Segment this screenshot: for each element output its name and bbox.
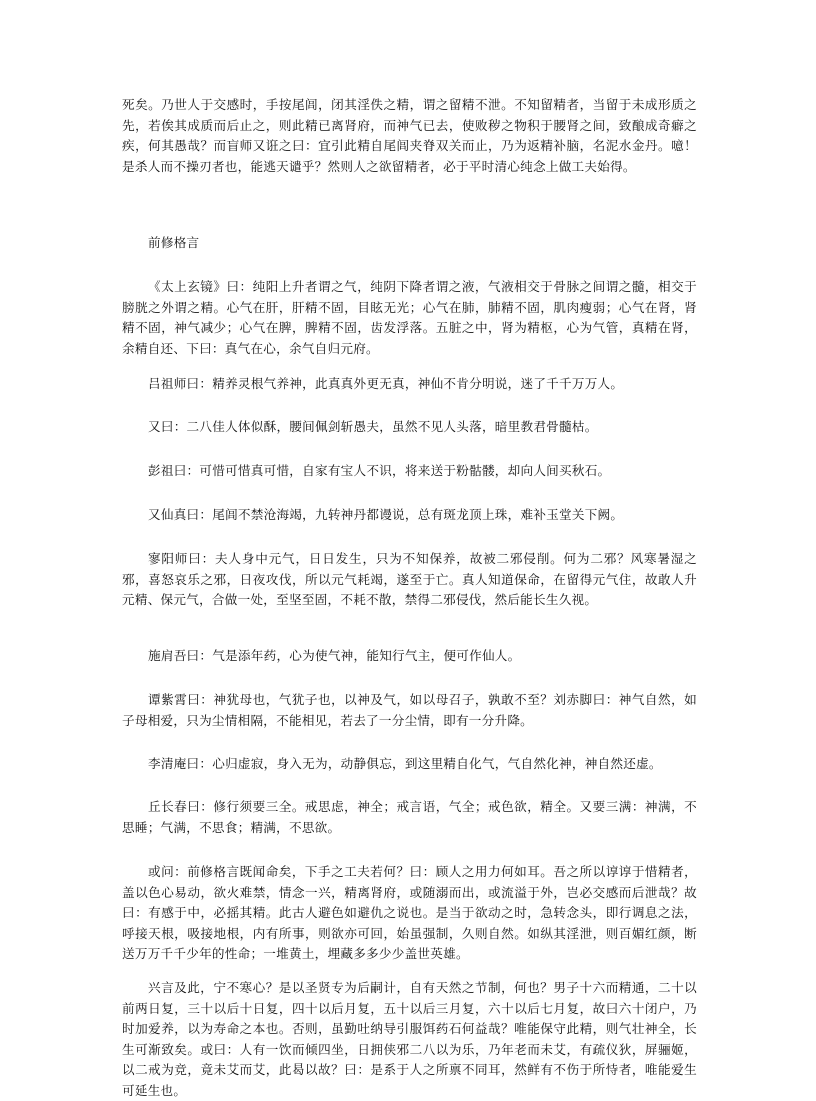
paragraph-taishang-xuanjing: 《太上玄镜》曰：纯阳上升者谓之气，纯阴下降者谓之液，气液相交于骨脉之间谓之髓，相交于膀胱之外谓之精。心气在肝，肝精不固，目眩无光；心气在肺，肺精不固，肌肉瘦弱；心气在肾，肾精不固，神气减少；心气在脾，脾精不固，齿发浮落。五脏之中，肾为精枢，心为气管，真精在肾，余精自还、下曰：真气在心，余气自归元府。 xyxy=(122,279,697,356)
paragraph-lvzu: 吕祖师曰：精养灵根气养神，此真真外更无真，神仙不肯分明说，迷了千千万万人。 xyxy=(148,376,624,391)
paragraph-you-yue: 又曰：二八佳人体似酥，腰间佩剑斩愚夫，虽然不见人头落，暗里教君骨髓枯。 xyxy=(148,419,598,434)
paragraph-shi-jianwu: 施肩吾曰：气是添年药，心为使气神，能知行气主，便可作仙人。 xyxy=(148,648,521,663)
paragraph-qiu-changchun: 丘长春曰：修行须要三全。戒思虑，神全；戒言语，气全；戒色欲，精全。又要三满：神满，不思睡；气满，不思食；精满，不思欲。 xyxy=(122,799,697,835)
paragraph-tan-zixiao: 谭紫霄曰：神犹母也，气犹子也，以神及气，如以母召子，孰敢不至？刘赤脚曰：神气自然，如子母相爱，只为尘情相隔，不能相见，若去了一分尘情，即有一分升降。 xyxy=(122,692,697,728)
paragraph-liaoyang: 寥阳师曰：夫人身中元气，日日发生，只为不知保养，故被二邪侵削。何为二邪？风寒暑湿之邪，喜怒哀乐之邪，日夜攻伐，所以元气耗竭，遂至于亡。真人知道保命，在留得元气住，故敢人升元精、保元气，合做一处，至坚至固，不耗不散，禁得二邪侵伐，然后能长生久视。 xyxy=(122,551,697,607)
section-heading: 前修格言 xyxy=(148,235,200,250)
paragraph-intro: 死矣。乃世人于交感时，手按尾闾，闭其淫佚之精，谓之留精不泄。不知留精者，当留于未成形质之先，若俟其成质而后止之，则此精已离肾府，而神气已去，使败秽之物积于腰肾之间，致酿成奇癖之疾，何其愚哉？而盲师又诳之曰：宜引此精自尾闾夹脊双关而止，乃为返精补脑，名泥水金丹。噫！是杀人而不操刃者也，能逃天谴乎？然则人之欲留精者，必于平时清心纯念上做工夫始得。 xyxy=(122,97,697,174)
paragraph-li-qingan: 李清庵曰：心归虚寂，身入无为，动静俱忘，到这里精自化气，气自然化神，神自然还虚。 xyxy=(148,756,662,771)
paragraph-xianzhen: 又仙真曰：尾闾不禁沧海竭，九转神丹都谩说，总有斑龙顶上珠，难补玉堂关下阙。 xyxy=(148,507,624,522)
paragraph-huo-wen: 或问：前修格言既闻命矣，下手之工夫若何？曰：顾人之用力何如耳。吾之所以谆谆于惜精者，盖以色心易动，欲火难禁，情念一兴，精离肾府，或随溺而出，或流溢于外，岂必交感而后泄哉？故曰：有感于中，必摇其精。此古人避色如避仇之说也。是当于欲动之时，急转念头，即行调息之法，呼接天根，吸接地根，内有所事，则欲亦可回，始虽强制，久则自然。如纵其淫泄，则百媚红颜，断送万万千千少年的性命；一堆黄土，埋藏多多少少盖世英雄。 xyxy=(122,864,697,961)
paragraph-xing-yan: 兴言及此，宁不寒心？是以圣贤专为后嗣计，自有天然之节制，何也？男子十六而精通，二十以前两日复，三十以后十日复，四十以后月复，五十以后三月复，六十以后七月复，故曰六十闭户，乃时加爱养，以为寿命之本也。否则，虽勤吐纳导引服饵药石何益哉？唯能保守此精，则气壮神全，长生可渐致矣。或曰：人有一饮而倾四坐，日拥侠邪二八以为乐，乃年老而未艾，有疏仪狄，屏骊姬，以二戒为竞，竟未艾而艾，此曷以故？曰：是系于人之所禀不同耳，然鲜有不伤于所恃者，唯能爱生可延生也。 xyxy=(122,980,697,1098)
paragraph-pengzu: 彭祖曰：可惜可惜真可惜，自家有宝人不识，将来送于粉骷髅，却向人间买秋石。 xyxy=(148,463,611,478)
